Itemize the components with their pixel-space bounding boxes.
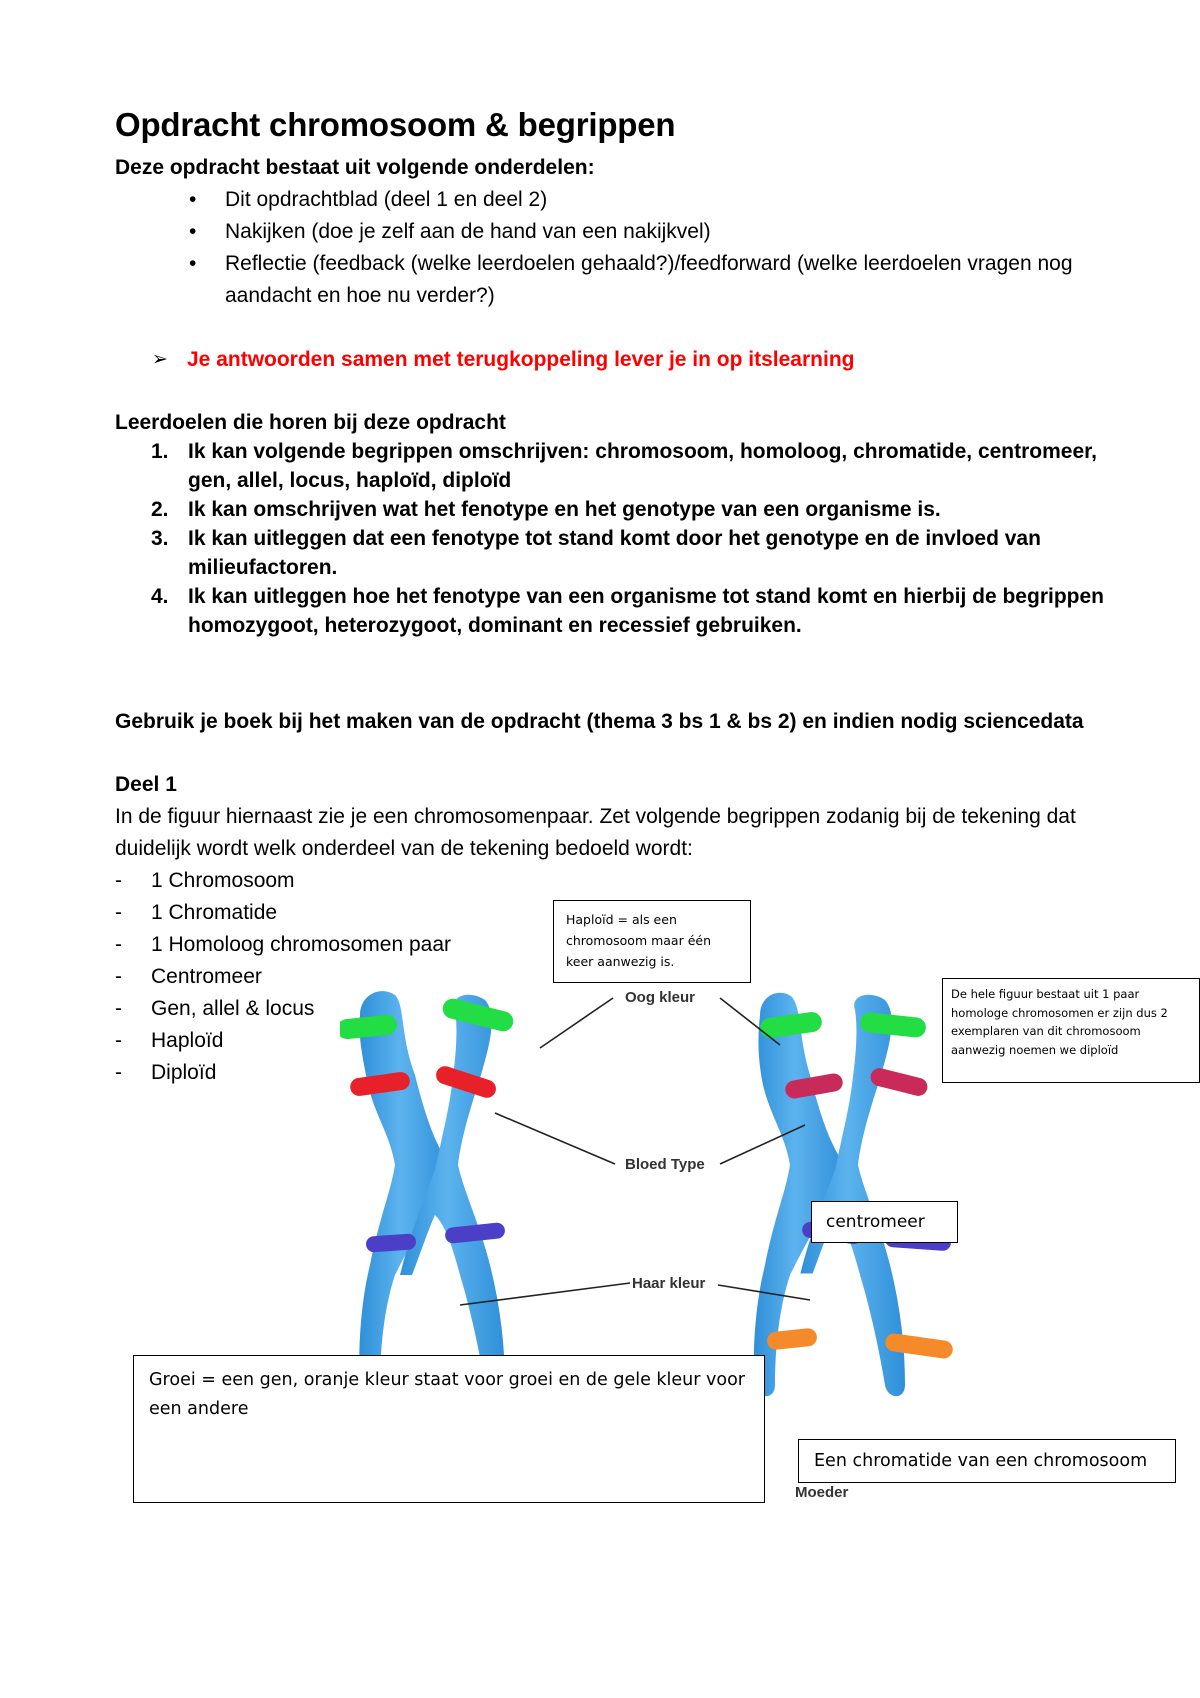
goal-text: Ik kan omschrijven wat het fenotype en het genotype van een organisme is. (188, 498, 941, 521)
book-note: Gebruik je boek bij het maken van de opdracht (thema 3 bs 1 & bs 2) en indien nodig sciencedata (115, 710, 1084, 733)
gene-annotation (133, 1355, 765, 1503)
goal-number: 1. (151, 440, 169, 463)
dash-icon: - (115, 997, 122, 1020)
diploid-annotation (942, 978, 1200, 1083)
goal-text: Ik kan uitleggen hoe het fenotype van een organisme tot stand komt en hierbij de begrippen homozygoot, heterozygoot, dominant en recessief gebruiken. (188, 585, 1104, 637)
intro-item (115, 184, 1095, 216)
term-item (115, 929, 515, 961)
label-mother: Moeder (795, 1484, 849, 1501)
goal-item (115, 524, 1125, 582)
intro-item-text: Reflectie (feedback (welke leerdoelen gehaald?)/feedforward (welke leerdoelen vragen nog aandacht en hoe nu verder?) (225, 252, 1073, 307)
gene-band (869, 1066, 930, 1097)
term-text: Diploïd (151, 1061, 217, 1084)
label-blood-type: Bloed Type (625, 1156, 705, 1173)
term-text: 1 Chromosoom (151, 869, 295, 892)
goals-heading: Leerdoelen die horen bij deze opdracht (115, 411, 506, 434)
goal-number: 3. (151, 527, 169, 550)
term-text: 1 Chromatide (151, 901, 278, 924)
dash-icon: - (115, 1029, 122, 1052)
term-text: Gen, allel & locus (151, 997, 315, 1020)
gene-annotation-text: Groei = een gen, oranje kleur staat voor groei en de gele kleur voor een andere (149, 1370, 745, 1419)
chromatid-annotation-text: Een chromatide van een chromosoom (814, 1451, 1148, 1471)
page-title: Opdracht chromosoom & begrippen (115, 106, 676, 143)
goal-text: Ik kan volgende begrippen omschrijven: chromosoom, homoloog, chromatide, centromeer, gen, allel, locus, haploïd, diploïd (188, 440, 1098, 492)
part1-instruction: In de figuur hiernaast zie je een chromosomenpaar. Zet volgende begrippen zodanig bij de tekening dat duidelijk wordt welk onderdeel van de tekening bedoeld wordt: (115, 805, 1076, 860)
intro-heading: Deze opdracht bestaat uit volgende onderdelen: (115, 156, 595, 179)
submit-notice: Je antwoorden samen met terugkoppeling lever je in op itslearning (187, 348, 855, 371)
dash-icon: - (115, 901, 122, 924)
pointer-lines (460, 998, 810, 1305)
intro-item-text: Dit opdrachtblad (deel 1 en deel 2) (225, 188, 548, 211)
bullet-icon: • (189, 252, 197, 275)
intro-item (115, 216, 1095, 248)
pointer-line (495, 1113, 615, 1164)
goals-list (115, 437, 1125, 640)
arrow-icon: ➢ (152, 349, 168, 370)
left-chromosome (340, 991, 515, 1396)
term-item (115, 865, 515, 897)
haploid-annotation (553, 900, 751, 983)
centromere-annotation-text: centromeer (826, 1212, 925, 1232)
goal-text: Ik kan uitleggen dat een fenotype tot stand komt door het genotype en de invloed van milieufactoren. (188, 527, 1041, 579)
dash-icon: - (115, 933, 122, 956)
goal-number: 4. (151, 585, 169, 608)
dash-icon: - (115, 1061, 122, 1084)
intro-list (115, 184, 1095, 312)
centromere-annotation (811, 1201, 958, 1243)
right-chromosome (754, 993, 954, 1397)
bullet-icon: • (189, 220, 197, 243)
term-text: Centromeer (151, 965, 262, 988)
part1-heading: Deel 1 (115, 773, 177, 796)
goal-number: 2. (151, 498, 169, 521)
dash-icon: - (115, 965, 122, 988)
intro-item-text: Nakijken (doe je zelf aan de hand van een nakijkvel) (225, 220, 711, 243)
term-item (115, 897, 515, 929)
dash-icon: - (115, 869, 122, 892)
label-hair-color: Haar kleur (632, 1275, 706, 1292)
goal-item (115, 437, 1125, 495)
diploid-annotation-text: De hele figuur bestaat uit 1 paar homologe chromosomen er zijn dus 2 exemplaren van dit chromosoom aanwezig noemen we diploïd (951, 987, 1168, 1057)
term-text: Haploïd (151, 1029, 224, 1052)
term-text: 1 Homoloog chromosomen paar (151, 933, 451, 956)
chromatid-annotation (798, 1439, 1176, 1483)
intro-item (115, 248, 1095, 312)
pointer-line (540, 998, 613, 1048)
haploid-annotation-text: Haploïd = als een chromosoom maar één keer aanwezig is. (566, 912, 712, 969)
bullet-icon: • (189, 188, 197, 211)
goal-item (115, 495, 1125, 524)
label-eye-color: Oog kleur (625, 989, 696, 1006)
goal-item (115, 582, 1125, 640)
